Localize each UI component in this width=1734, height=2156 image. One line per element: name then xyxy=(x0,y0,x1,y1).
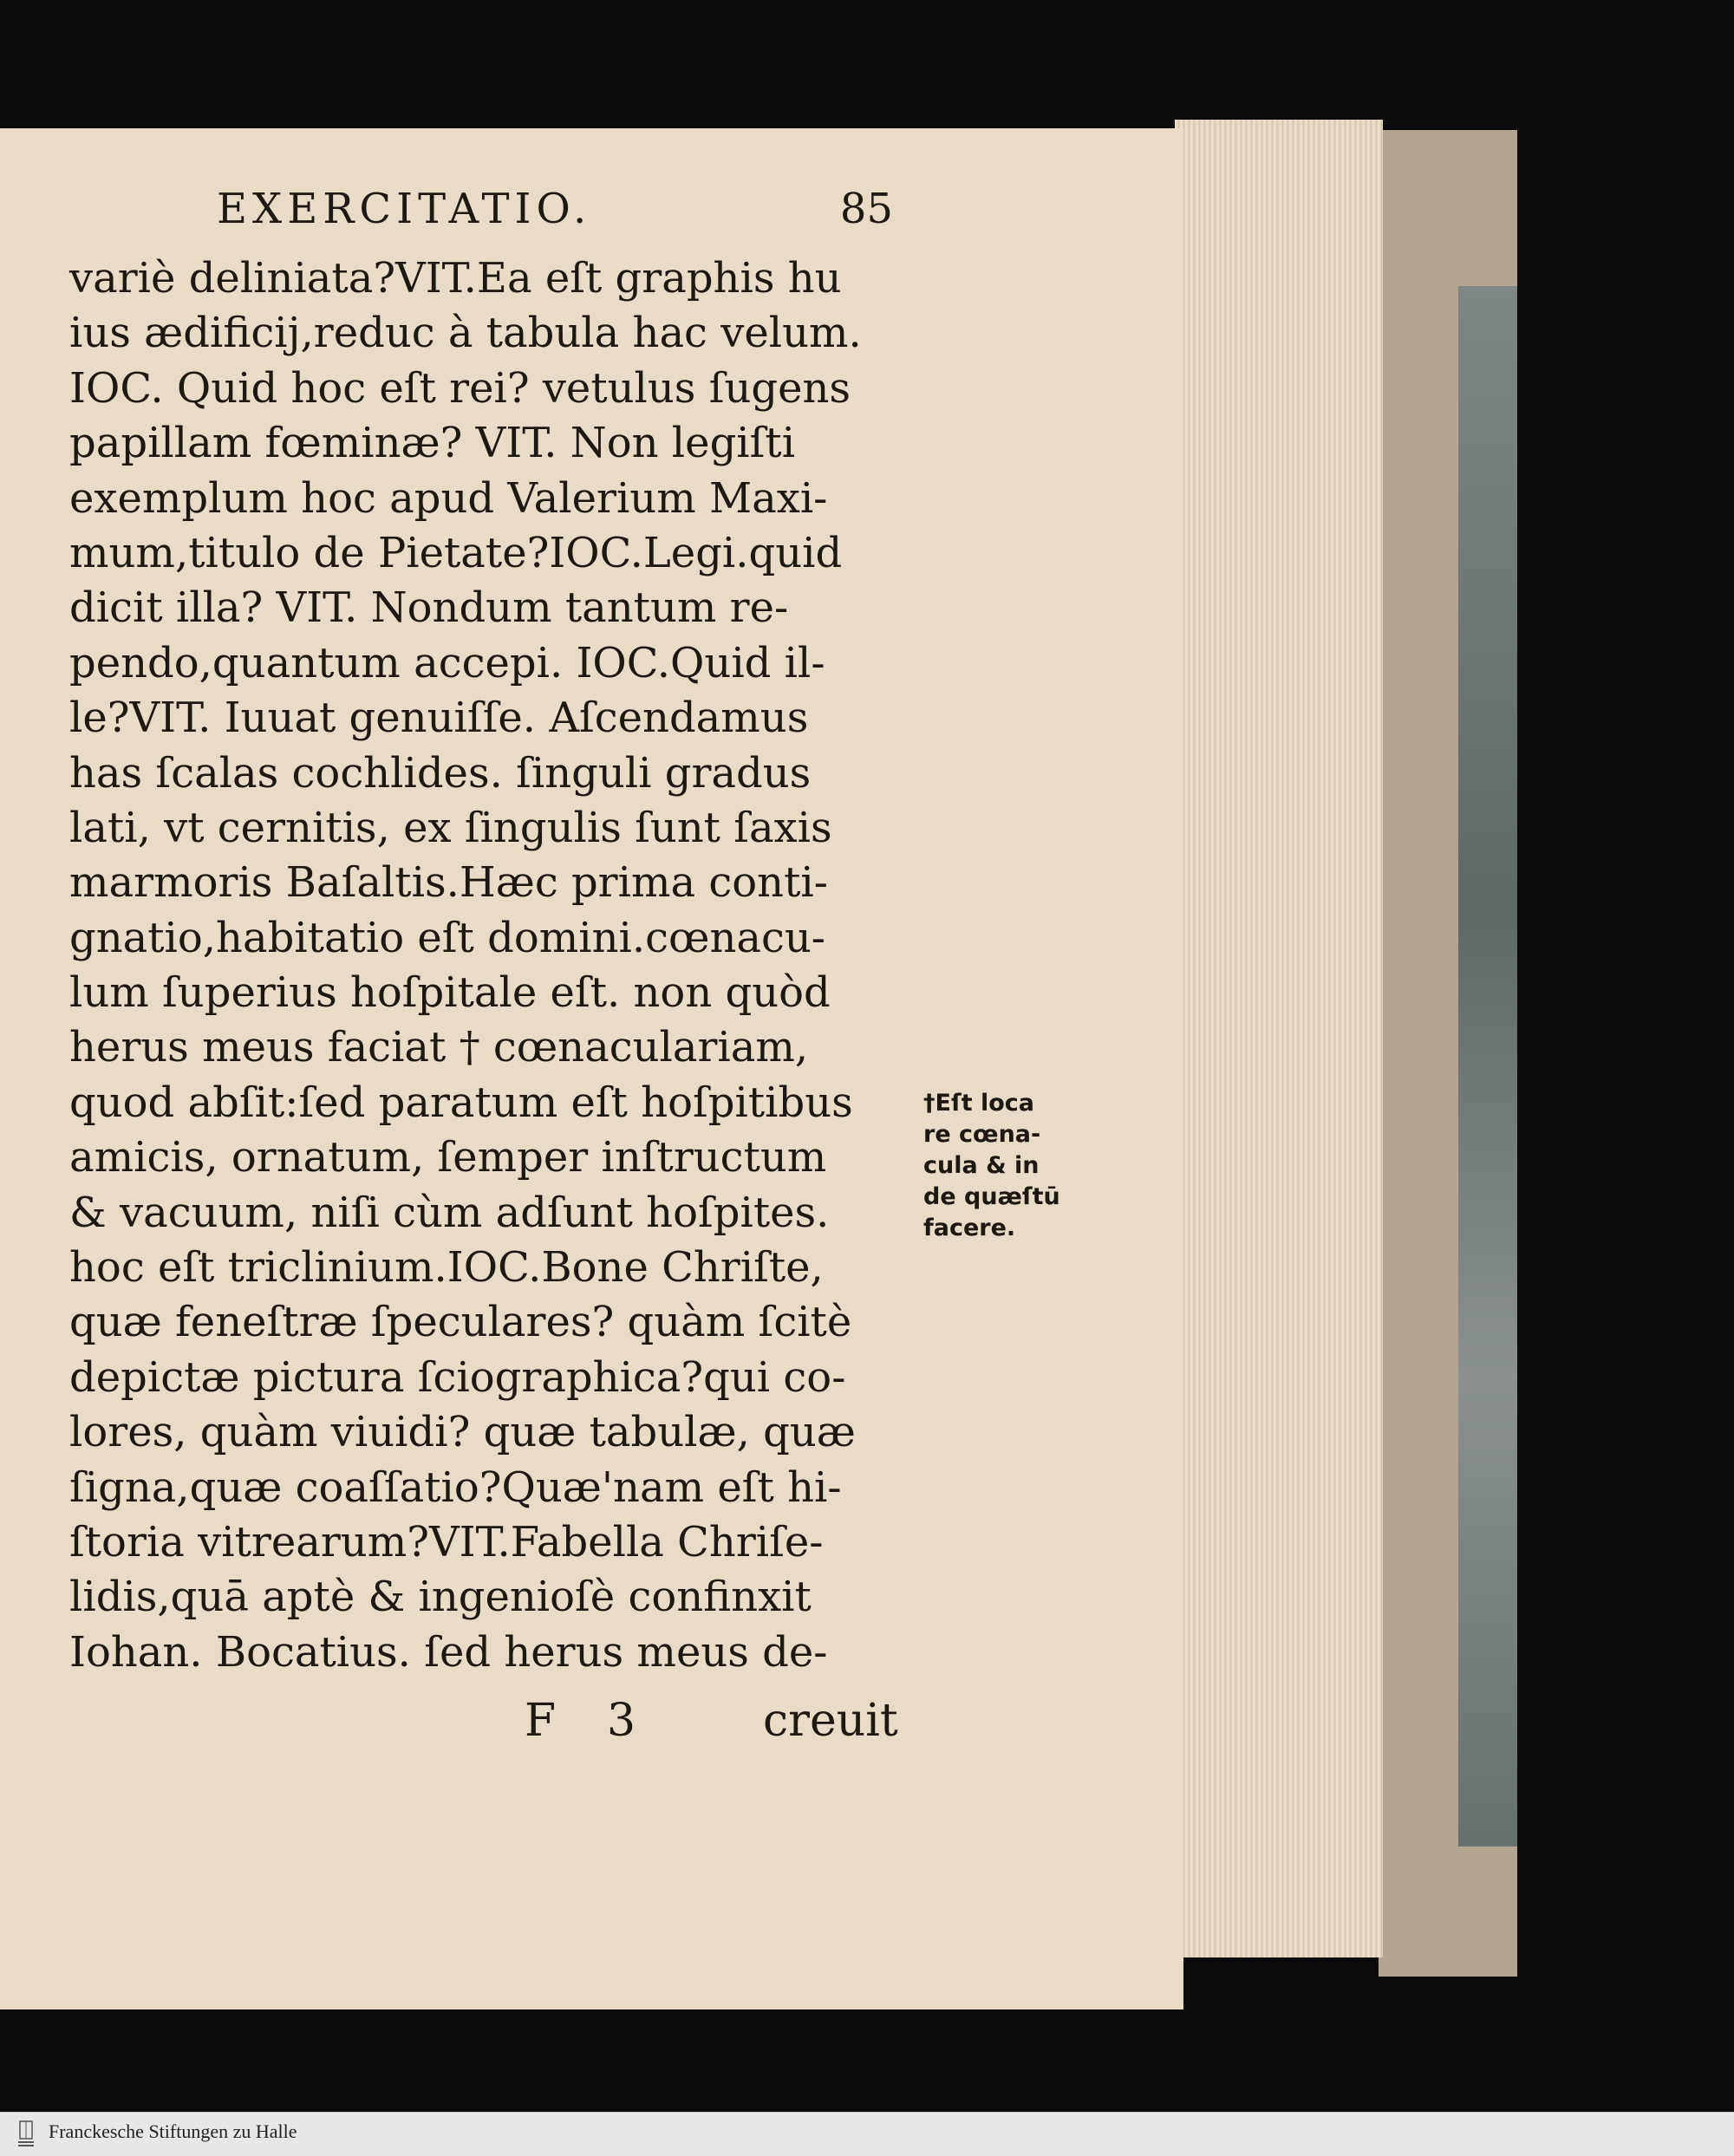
catchword: creuit xyxy=(763,1695,898,1747)
running-header xyxy=(217,185,893,245)
text-line: gnatio,habitatio eſt domini.cœnacu- xyxy=(69,913,825,962)
institution-name: Franckesche Stiftungen zu Halle xyxy=(49,2120,297,2142)
marginal-note-line: de quæſtū xyxy=(923,1183,1060,1210)
text-line: IOC. Quid hoc eſt rei? vetulus ſugens xyxy=(69,363,851,413)
text-line: & vacuum, niſi cùm adſunt hoſpites. xyxy=(69,1188,830,1237)
text-line: herus meus faciat † cœnaculariam, xyxy=(69,1023,809,1072)
text-line: lati, vt cernitis, ex ſingulis ſunt ſaxis xyxy=(69,803,832,852)
running-title: EXERCITATIO. xyxy=(217,185,592,233)
text-line: quod abſit:ſed paratum eſt hoſpitibus xyxy=(69,1078,853,1127)
text-line: lidis,quā aptè & ingenioſè confinxit xyxy=(69,1573,812,1622)
footer-bar xyxy=(0,2112,1734,2156)
text-line: le?VIT. Iuuat genuiſſe. Aſcendamus xyxy=(69,694,809,743)
marginal-note xyxy=(923,1088,1097,1244)
text-line: pendo,quantum accepi. IOC.Quid il- xyxy=(69,638,825,687)
text-line: lores, quàm viuidi? quæ tabulæ, quæ xyxy=(69,1408,856,1457)
text-line: mum,titulo de Pietate?IOC.Legi.quid xyxy=(69,528,843,577)
page-number: 85 xyxy=(839,185,893,233)
page-edges xyxy=(1175,120,1383,1957)
text-line: lum ſuperius hoſpitale eſt. non quòd xyxy=(69,968,831,1018)
marginal-note-line: cula & in xyxy=(923,1152,1040,1179)
institution-logo-icon xyxy=(17,2120,35,2149)
text-line: ſtoria vitrearum?VIT.Fabella Chriſe- xyxy=(69,1517,824,1567)
text-line: quæ feneſtræ ſpeculares? quàm ſcitè xyxy=(69,1298,852,1347)
text-line: papillam fœminæ? VIT. Non legiſti xyxy=(69,419,796,468)
text-line: ius ædificij,reduc à tabula hac velum. xyxy=(69,309,862,358)
text-line: exemplum hoc apud Valerium Maxi- xyxy=(69,473,828,523)
text-line: ſigna,quæ coaſſatio?Quæ'nam eſt hi- xyxy=(69,1462,842,1512)
marginal-note-line: †Eſt loca xyxy=(923,1090,1035,1117)
marginal-note-line: re cœna- xyxy=(923,1121,1041,1148)
text-line: hoc eſt triclinium.IOC.Bone Chriſte, xyxy=(69,1243,824,1293)
text-line: variè deliniata?VIT.Ea eſt graphis hu xyxy=(69,254,842,303)
signature-mark: F xyxy=(525,1695,557,1747)
marbled-cover-strip xyxy=(1458,286,1517,1847)
text-line: has ſcalas cochlides. ſinguli gradus xyxy=(69,748,812,798)
marginal-note-line: facere. xyxy=(923,1215,1016,1241)
text-line: marmoris Baſaltis.Hæc prima conti- xyxy=(69,858,828,908)
text-line: Iohan. Bocatius. ſed herus meus de- xyxy=(69,1627,828,1677)
text-line: depictæ pictura ſciographica?qui co- xyxy=(69,1352,846,1402)
text-line: amicis, ornatum, ſemper inſtructum xyxy=(69,1133,827,1182)
signature-number: 3 xyxy=(607,1695,636,1747)
body-text xyxy=(69,251,910,1680)
text-line: dicit illa? VIT. Nondum tantum re- xyxy=(69,583,789,633)
